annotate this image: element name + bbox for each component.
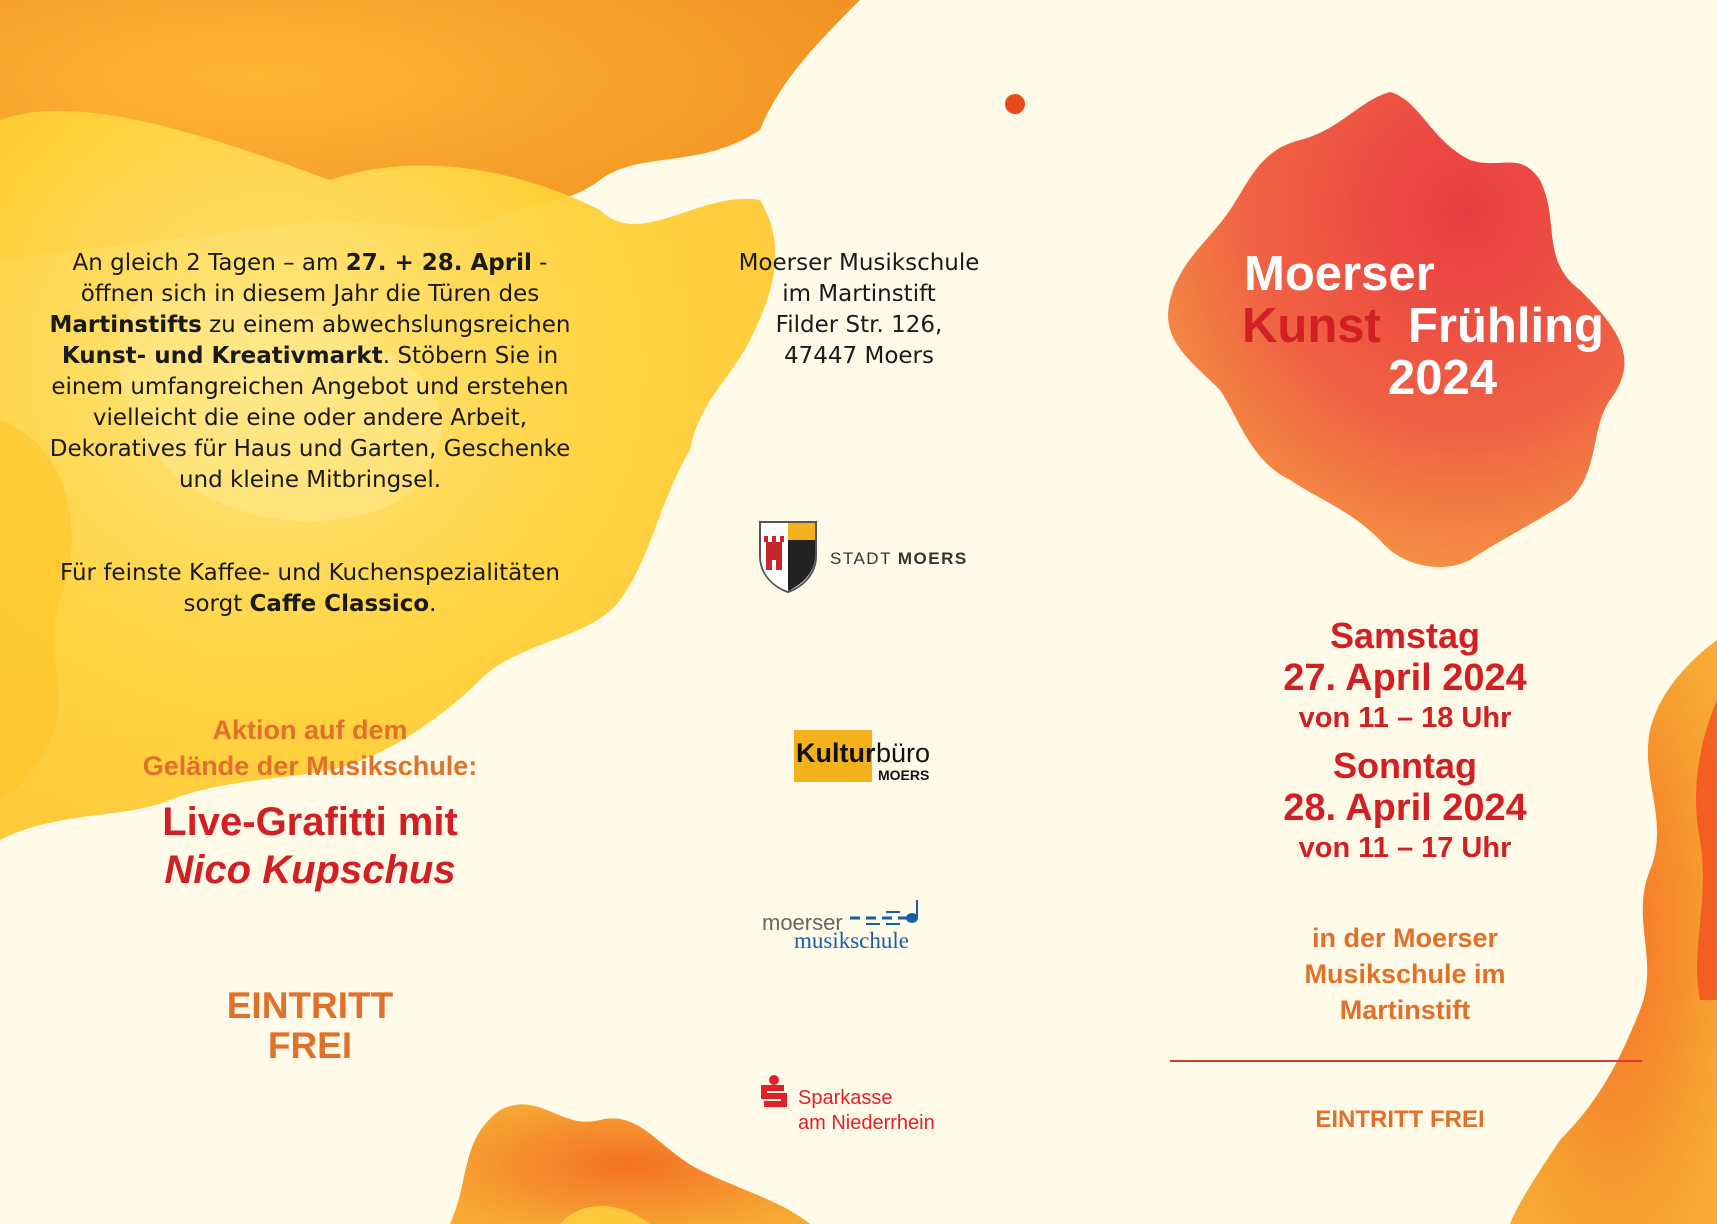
title-moerser: Moerser bbox=[1244, 247, 1435, 301]
address-block: Moerser Musikschule im Martinstift Filder Str. 126, 47447 Moers bbox=[738, 250, 980, 369]
intro-text: An gleich 2 Tagen – am 27. + 28. April - öffnen sich in diesem Jahr die Türen des Martinstifts zu einem abwechslungsreichen Kunst- und Kreativmarkt. Stöbern Sie in einem umfangreichen Angebot und erstehen vielleicht die eine oder andere Arbeit, Dekoratives für Haus und Garten, Geschenke und kleine Mitbringsel. bbox=[49, 250, 571, 493]
sparkasse-logo bbox=[700, 1066, 1018, 1146]
cafe-text: Für feinste Kaffee- und Kuchenspezialitäten sorgt Caffe Classico. bbox=[60, 560, 560, 617]
saturday-time: von 11 – 18 Uhr bbox=[1298, 702, 1512, 734]
artist-name: Nico Kupschus bbox=[164, 848, 456, 892]
eintritt-frei-right: EINTRITT FREI bbox=[1315, 1106, 1485, 1133]
moerser-musikschule-logo bbox=[700, 888, 1018, 968]
middle-panel bbox=[700, 248, 1018, 1134]
svg-text:MOERS: MOERS bbox=[878, 767, 930, 783]
title-year: 2024 bbox=[1388, 351, 1498, 405]
svg-text:STADT MOERS: STADT MOERS bbox=[830, 549, 968, 568]
intro-venue: Martinstifts bbox=[49, 312, 202, 338]
svg-text:moerser: moerser bbox=[762, 910, 843, 935]
saturday-label: Samstag bbox=[1329, 615, 1481, 656]
eintritt-frei-left: EINTRITT FREI bbox=[226, 985, 394, 1066]
cafe-name: Caffe Classico bbox=[249, 591, 430, 617]
svg-text:am Niederrhein: am Niederrhein bbox=[798, 1112, 935, 1134]
sunday-time: von 11 – 17 Uhr bbox=[1298, 832, 1512, 864]
sparkasse-s-icon bbox=[700, 1066, 1018, 1146]
left-panel bbox=[40, 248, 580, 1066]
kulturbuero-icon bbox=[700, 718, 1018, 798]
sunday-label: Sonntag bbox=[1333, 745, 1477, 786]
sunday-date: 28. April 2024 bbox=[1283, 787, 1527, 829]
live-grafitti-heading: Live-Grafitti mit Nico Kupschus bbox=[40, 798, 580, 894]
kulturbuero-moers-logo bbox=[700, 718, 1018, 798]
divider bbox=[1170, 1060, 1642, 1062]
saturday-date: 27. April 2024 bbox=[1283, 657, 1527, 699]
svg-text:büro: büro bbox=[876, 738, 931, 768]
title-fruehling: Frühling bbox=[1408, 299, 1604, 353]
event-title bbox=[1170, 248, 1640, 408]
intro-dates: 27. + 28. April bbox=[345, 250, 532, 276]
aktion-heading: Aktion auf dem Gelände der Musikschule: bbox=[142, 715, 478, 781]
musikschule-notes-icon bbox=[700, 888, 1018, 968]
svg-text:Sparkasse: Sparkasse bbox=[798, 1087, 893, 1109]
svg-text:Kultur: Kultur bbox=[796, 738, 876, 768]
intro-market: Kunst- und Kreativmarkt bbox=[61, 343, 383, 369]
event-dates bbox=[1170, 616, 1640, 876]
title-kunst: Kunst bbox=[1242, 299, 1381, 353]
stadt-moers-logo bbox=[700, 516, 1018, 596]
stadt-moers-crest-icon bbox=[700, 516, 1018, 596]
svg-text:musikschule: musikschule bbox=[794, 928, 909, 953]
venue-text: in der Moerser Musikschule im Martinstift bbox=[1304, 923, 1506, 1025]
